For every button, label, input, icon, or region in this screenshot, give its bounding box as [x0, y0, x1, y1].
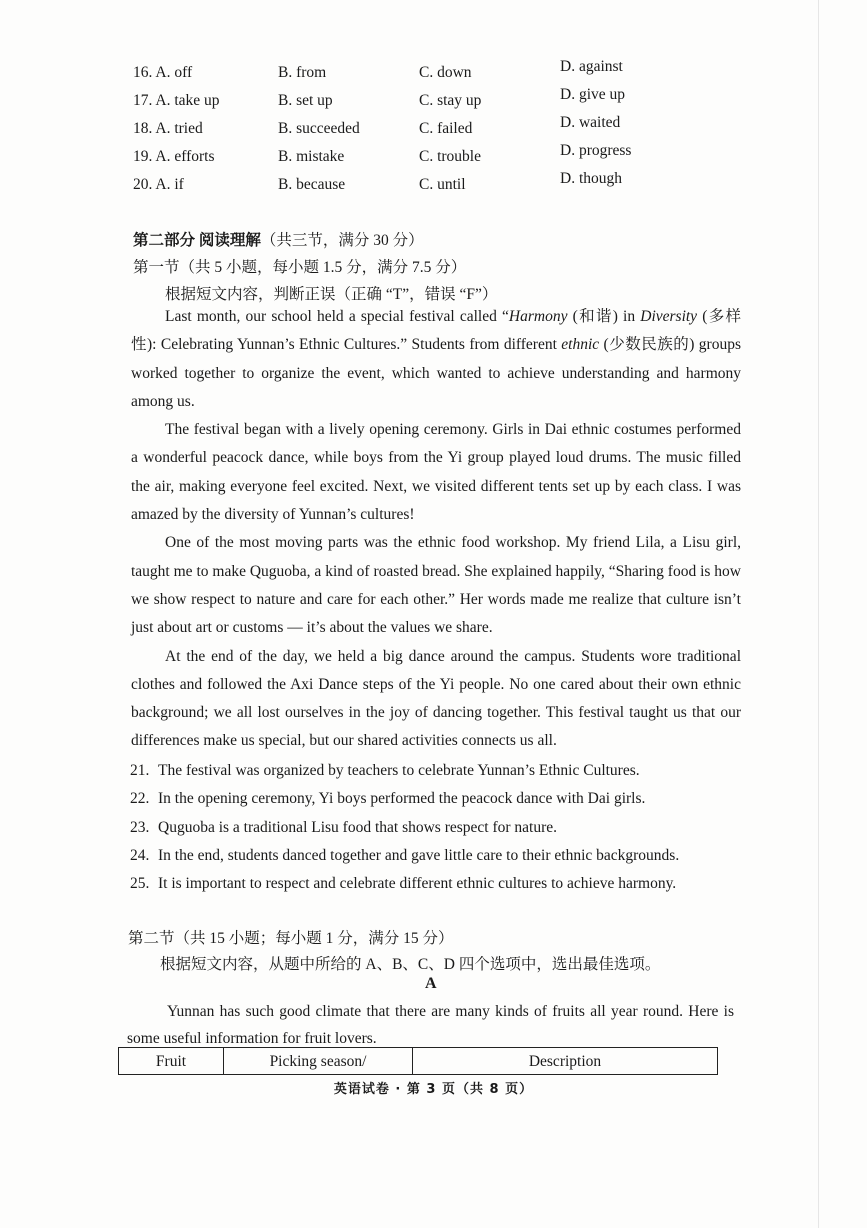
passage-paragraph-2: The festival began with a lively opening ceremony. Girls in Dai ethnic costumes performed a wonderful peacock dance, while boys from the Yi group played loud drums. The music filled the air, making everyone feel excited. Next, we visited different tents set up by each class. I was amazed by the diversity of Yunnan’s cultures!	[131, 421, 741, 524]
statement-text: The festival was organized by teachers to celebrate Yunnan’s Ethnic Cultures.	[158, 762, 640, 779]
option-row-20	[133, 170, 693, 198]
cloze-options	[133, 58, 693, 198]
statement-number: 25.	[130, 875, 150, 893]
option-19-c: C. trouble	[419, 148, 481, 165]
p1-term-diversity: Diversity	[640, 308, 698, 325]
section2-title: 第二节（共 15 小题；每小题 1 分，满分 15 分）	[128, 930, 454, 947]
part2-title	[133, 228, 424, 250]
option-17-c: C. stay up	[419, 92, 482, 109]
statement-22	[130, 785, 750, 813]
option-row-16	[133, 58, 693, 86]
statement-text: It is important to respect and celebrate different ethnic cultures to achieve harmony.	[158, 875, 677, 893]
p1-term-harmony: Harmony	[508, 308, 568, 325]
option-18-d: D. waited	[560, 114, 621, 131]
statement-24	[130, 842, 750, 870]
option-row-17	[133, 86, 693, 114]
statement-text: In the end, students danced together and gave little care to their ethnic backgrounds.	[158, 846, 680, 864]
option-18-b: B. succeeded	[278, 120, 360, 137]
part2-title-bold: 第二部分 阅读理解	[133, 232, 261, 249]
passage-letter: A	[425, 975, 437, 992]
option-16-d: D. against	[560, 58, 623, 75]
option-16-a: 16. A. off	[133, 64, 193, 81]
option-16-b: B. from	[278, 64, 327, 81]
table-header-description: Description	[413, 1048, 718, 1075]
statement-21	[130, 757, 750, 785]
statement-number: 24.	[130, 846, 150, 864]
table-header-fruit: Fruit	[119, 1048, 224, 1075]
passage-a-intro-text: Yunnan has such good climate that there are many kinds of fruits all year round. Here is some useful information for fruit lovers.	[127, 1003, 734, 1047]
statement-23	[130, 814, 750, 842]
option-row-18	[133, 114, 693, 142]
option-16-c: C. down	[419, 64, 472, 81]
passage-a-intro	[127, 998, 734, 1052]
option-17-d: D. give up	[560, 86, 626, 103]
option-20-a: 20. A. if	[133, 176, 184, 193]
table-header-row	[119, 1048, 718, 1075]
p1-text-a: Last month, our school held a special festival called “	[165, 308, 509, 325]
option-17-a: 17. A. take up	[133, 92, 220, 109]
option-18-c: C. failed	[419, 120, 473, 137]
section2-instruction: 根据短文内容，从题中所给的 A、B、C、D 四个选项中，选出最佳选项。	[160, 956, 661, 973]
option-20-b: B. because	[278, 176, 346, 193]
option-19-a: 19. A. efforts	[133, 148, 215, 165]
p1-text-b: (和谐) in	[567, 308, 641, 325]
option-19-d: D. progress	[560, 142, 632, 159]
part2-title-rest: （共三节，满分 30 分）	[260, 232, 424, 249]
statement-text: In the opening ceremony, Yi boys performed the peacock dance with Dai girls.	[158, 790, 646, 808]
statement-number: 23.	[130, 818, 150, 836]
option-row-19	[133, 142, 693, 170]
p1-text-d: (少数民族的) groups worked together to organize the event, which wanted to achieve understanding and harmony among us.	[131, 336, 741, 410]
true-false-statements	[130, 757, 750, 898]
table-header-picking-season: Picking season/	[224, 1048, 413, 1075]
option-18-a: 18. A. tried	[133, 120, 203, 137]
passage-paragraph-1	[131, 303, 741, 416]
statement-text: Quguoba is a traditional Lisu food that shows respect for nature.	[158, 818, 558, 836]
passage-paragraph-3: One of the most moving parts was the ethnic food workshop. My friend Lila, a Lisu girl, taught me to make Quguoba, a kind of roasted bread. She explained happily, “Sharing food is how we show respect to nature and care for each other.” Her words made me realize that culture isn’t just about art or customs — it’s about the values we share.	[131, 534, 741, 637]
option-20-d: D. though	[560, 170, 622, 187]
statement-number: 22.	[130, 790, 150, 808]
fruit-table	[118, 1047, 718, 1075]
statement-25	[130, 870, 750, 898]
option-19-b: B. mistake	[278, 148, 345, 165]
option-17-b: B. set up	[278, 92, 333, 109]
section1-title: 第一节（共 5 小题，每小题 1.5 分，满分 7.5 分）	[133, 259, 467, 276]
passage-paragraph-4: At the end of the day, we held a big dance around the campus. Students wore traditional clothes and followed the Axi Dance steps of the Yi people. No one cared about their own ethnic background; we all lost ourselves in the joy of dancing together. This festival taught us that our differences make us special, but our shared activities connects us all.	[131, 647, 741, 750]
page-edge-divider	[818, 0, 819, 1228]
option-20-c: C. until	[419, 176, 466, 193]
p1-text-c: (多样性): Celebrating Yunnan’s Ethnic Cultures.” Students from different	[131, 308, 741, 354]
section1-instruction: 根据短文内容，判断正误（正确 “T”，错误 “F”）	[165, 286, 498, 303]
statement-number: 21.	[130, 762, 150, 779]
reading-passage	[131, 303, 741, 756]
p1-term-ethnic: ethnic	[561, 336, 600, 354]
page-footer: 英语试卷 · 第 3 页（共 8 页）	[333, 1082, 534, 1097]
